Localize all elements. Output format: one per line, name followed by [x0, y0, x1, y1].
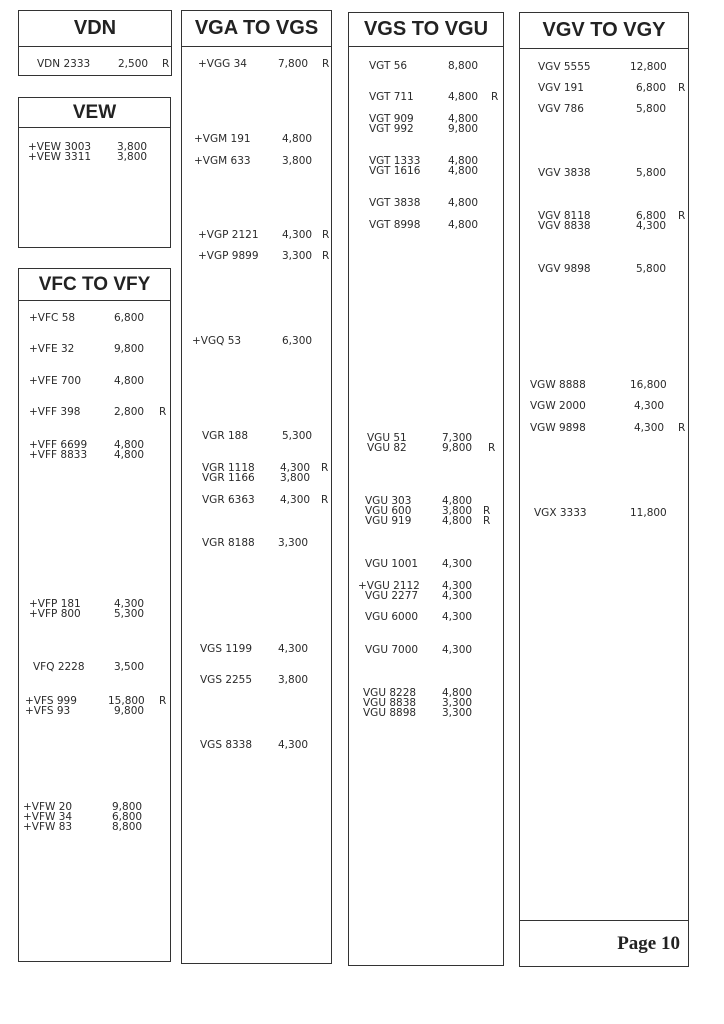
section-title-vfc-to-vfy: VFC TO VFY [19, 269, 170, 301]
price: 6,300 [282, 335, 313, 347]
plate-number: VGS 2255 [200, 674, 253, 686]
listing-row [19, 450, 172, 460]
listing-row [349, 61, 505, 71]
price: 3,800 [442, 505, 473, 517]
section-vfc-to-vfy [18, 268, 171, 962]
section-vga-to-vgs [181, 10, 332, 964]
page-number: Page 10 [520, 920, 688, 966]
plate-number: VGV 8118 [538, 210, 591, 222]
plate-number: +VEW 3003 [28, 141, 92, 153]
price: 9,800 [114, 705, 145, 717]
flag: R [159, 406, 167, 418]
price: 3,800 [280, 472, 311, 484]
plate-number: VGT 992 [369, 123, 414, 135]
price: 4,800 [442, 495, 473, 507]
price: 4,800 [448, 219, 479, 231]
listing-row [182, 538, 333, 548]
listing-row [349, 166, 505, 176]
plate-number: VGU 6000 [365, 611, 419, 623]
listing-row [349, 612, 505, 622]
plate-number: +VGQ 53 [192, 335, 242, 347]
listing-row [520, 104, 690, 114]
listing-row [182, 251, 333, 261]
listing-row [349, 591, 505, 601]
plate-number: VGU 7000 [365, 644, 419, 656]
listing-row [520, 380, 690, 390]
listing-row [182, 431, 333, 441]
plate-number: VGS 8338 [200, 739, 253, 751]
section-vdn [18, 10, 172, 76]
price: 4,800 [114, 439, 145, 451]
plate-number: VGU 82 [367, 442, 407, 454]
plate-number: VGU 8838 [363, 697, 417, 709]
listing-row [520, 221, 690, 231]
price: 6,800 [114, 312, 145, 324]
listing-row [349, 559, 505, 569]
plate-number: +VFW 83 [23, 821, 73, 833]
plate-number: VGR 8188 [202, 537, 255, 549]
plate-number: VGV 786 [538, 103, 584, 115]
price: 3,800 [117, 141, 148, 153]
plate-number: +VGM 191 [194, 133, 251, 145]
flag: R [322, 229, 330, 241]
plate-number: +VFW 20 [23, 801, 73, 813]
price: 4,300 [114, 598, 145, 610]
price: 11,800 [630, 507, 667, 519]
listing-row [520, 423, 690, 433]
price: 4,300 [442, 590, 473, 602]
plate-number: VGR 1166 [202, 472, 255, 484]
section-title-vdn: VDN [19, 11, 171, 47]
plate-number: +VGP 9899 [198, 250, 259, 262]
plate-number: VGX 3333 [534, 507, 587, 519]
plate-number: +VFS 93 [25, 705, 71, 717]
listing-row [19, 313, 172, 323]
flag: R [321, 494, 329, 506]
section-vgv-to-vgy [519, 12, 689, 967]
plate-number: +VEW 3311 [28, 151, 92, 163]
price: 4,300 [278, 739, 309, 751]
plate-number: +VFE 700 [29, 375, 82, 387]
price: 4,800 [442, 515, 473, 527]
plate-number: VGU 2277 [365, 590, 419, 602]
price: 4,800 [448, 197, 479, 209]
price: 3,800 [117, 151, 148, 163]
plate-number: VGW 8888 [530, 379, 586, 391]
plate-number: VGU 303 [365, 495, 412, 507]
listing-row [520, 401, 690, 411]
listing-row [349, 516, 505, 526]
price: 4,800 [114, 449, 145, 461]
price: 4,300 [634, 422, 665, 434]
price: 12,800 [630, 61, 667, 73]
price: 6,800 [636, 82, 667, 94]
plate-number: +VFP 181 [29, 598, 81, 610]
plate-number: VGU 8898 [363, 707, 417, 719]
plate-number: VGU 51 [367, 432, 407, 444]
price: 8,800 [112, 821, 143, 833]
price: 4,800 [448, 91, 479, 103]
plate-number: VGR 1118 [202, 462, 255, 474]
plate-number: VGS 1199 [200, 643, 253, 655]
plate-number: VFQ 2228 [33, 661, 85, 673]
price: 4,300 [442, 611, 473, 623]
price: 4,800 [448, 165, 479, 177]
plate-number: +VFW 34 [23, 811, 73, 823]
listing-row [182, 156, 333, 166]
plate-number: VDN 2333 [37, 58, 91, 70]
listing-row [19, 662, 172, 672]
plate-number: VGV 3838 [538, 167, 591, 179]
price: 7,300 [442, 432, 473, 444]
flag: R [322, 58, 330, 70]
plate-number: VGW 9898 [530, 422, 586, 434]
price: 9,800 [114, 343, 145, 355]
price: 3,300 [282, 250, 313, 262]
price: 4,300 [442, 580, 473, 592]
plate-number: +VFP 800 [29, 608, 81, 620]
plate-number: VGR 6363 [202, 494, 255, 506]
price: 4,300 [280, 494, 311, 506]
flag: R [159, 695, 167, 707]
listing-row [19, 407, 172, 417]
price: 9,800 [442, 442, 473, 454]
plate-number: VGT 3838 [369, 197, 421, 209]
plate-number: +VFC 58 [29, 312, 76, 324]
plate-number: VGU 8228 [363, 687, 417, 699]
listing-row [349, 443, 505, 453]
listing-row [520, 168, 690, 178]
listing-row [19, 152, 172, 162]
listing-row [349, 92, 505, 102]
price: 6,800 [112, 811, 143, 823]
price: 4,300 [282, 229, 313, 241]
plate-number: +VFF 398 [29, 406, 81, 418]
plate-number: +VFS 999 [25, 695, 77, 707]
listing-row [19, 344, 172, 354]
price: 9,800 [448, 123, 479, 135]
price: 9,800 [112, 801, 143, 813]
listing-row [520, 83, 690, 93]
flag: R [678, 210, 686, 222]
plate-number: +VFE 32 [29, 343, 75, 355]
price: 5,300 [114, 608, 145, 620]
price: 4,800 [282, 133, 313, 145]
plate-number: VGV 191 [538, 82, 584, 94]
price: 2,800 [114, 406, 145, 418]
plate-number: VGR 188 [202, 430, 248, 442]
plate-number: +VFF 8833 [29, 449, 88, 461]
listing-row [19, 59, 173, 71]
section-vew [18, 97, 171, 248]
price: 5,800 [636, 103, 667, 115]
listing-row [182, 495, 333, 505]
price: 4,300 [634, 400, 665, 412]
price: 5,800 [636, 167, 667, 179]
price: 4,800 [448, 155, 479, 167]
price: 4,300 [442, 558, 473, 570]
plate-number: VGT 8998 [369, 219, 421, 231]
section-title-vgv-to-vgy: VGV TO VGY [520, 13, 688, 49]
price: 3,800 [278, 674, 309, 686]
price: 4,300 [442, 644, 473, 656]
listing-row [349, 645, 505, 655]
plate-number: VGV 5555 [538, 61, 591, 73]
price: 3,500 [114, 661, 145, 673]
listing-row [19, 706, 172, 716]
flag: R [322, 250, 330, 262]
price: 5,800 [636, 263, 667, 275]
plate-number: +VGU 2112 [358, 580, 420, 592]
listing-row [19, 609, 172, 619]
price: 5,300 [282, 430, 313, 442]
price: 8,800 [448, 60, 479, 72]
plate-number: VGT 1333 [369, 155, 421, 167]
price: 4,300 [636, 220, 667, 232]
listing-row [182, 675, 333, 685]
listing-row [182, 740, 333, 750]
flag: R [321, 462, 329, 474]
section-title-vgs-to-vgu: VGS TO VGU [349, 13, 503, 47]
plate-number: +VGG 34 [198, 58, 247, 70]
price: 3,300 [442, 697, 473, 709]
price: 7,800 [278, 58, 309, 70]
listing-row [349, 198, 505, 208]
plate-number: VGU 600 [365, 505, 412, 517]
flag: R [162, 58, 170, 70]
price: 2,500 [118, 58, 149, 70]
listing-row [182, 336, 333, 346]
plate-number: VGT 711 [369, 91, 414, 103]
listing-row [182, 230, 333, 240]
plate-number: VGU 919 [365, 515, 412, 527]
plate-number: +VFF 6699 [29, 439, 88, 451]
price: 4,300 [278, 643, 309, 655]
flag: R [483, 515, 491, 527]
plate-number: VGT 56 [369, 60, 408, 72]
price: 4,800 [448, 113, 479, 125]
price: 15,800 [108, 695, 145, 707]
flag: R [488, 442, 496, 454]
price: 4,800 [114, 375, 145, 387]
price: 3,300 [442, 707, 473, 719]
listing-row [19, 822, 172, 832]
listing-row [349, 220, 505, 230]
listing-row [182, 59, 333, 69]
plate-number: VGW 2000 [530, 400, 586, 412]
plate-number: VGV 8838 [538, 220, 591, 232]
plate-number: VGV 9898 [538, 263, 591, 275]
listing-row [182, 134, 333, 144]
section-vgs-to-vgu [348, 12, 504, 966]
price: 4,800 [442, 687, 473, 699]
flag: R [678, 82, 686, 94]
listing-row [520, 508, 690, 518]
plate-number: VGT 1616 [369, 165, 421, 177]
flag: R [483, 505, 491, 517]
plate-number: VGU 1001 [365, 558, 419, 570]
listing-row [520, 264, 690, 274]
price: 3,800 [282, 155, 313, 167]
plate-number: +VGM 633 [194, 155, 251, 167]
plate-number: +VGP 2121 [198, 229, 259, 241]
listing-row [182, 644, 333, 654]
listing-row [349, 708, 505, 718]
listing-row [19, 376, 172, 386]
listing-row [182, 473, 333, 483]
price: 16,800 [630, 379, 667, 391]
section-title-vga-to-vgs: VGA TO VGS [182, 11, 331, 47]
plate-number: VGT 909 [369, 113, 414, 125]
flag: R [491, 91, 499, 103]
price: 4,300 [280, 462, 311, 474]
section-title-vew: VEW [19, 98, 170, 128]
flag: R [678, 422, 686, 434]
price: 3,300 [278, 537, 309, 549]
listing-row [349, 124, 505, 134]
price: 6,800 [636, 210, 667, 222]
listing-row [520, 62, 690, 72]
